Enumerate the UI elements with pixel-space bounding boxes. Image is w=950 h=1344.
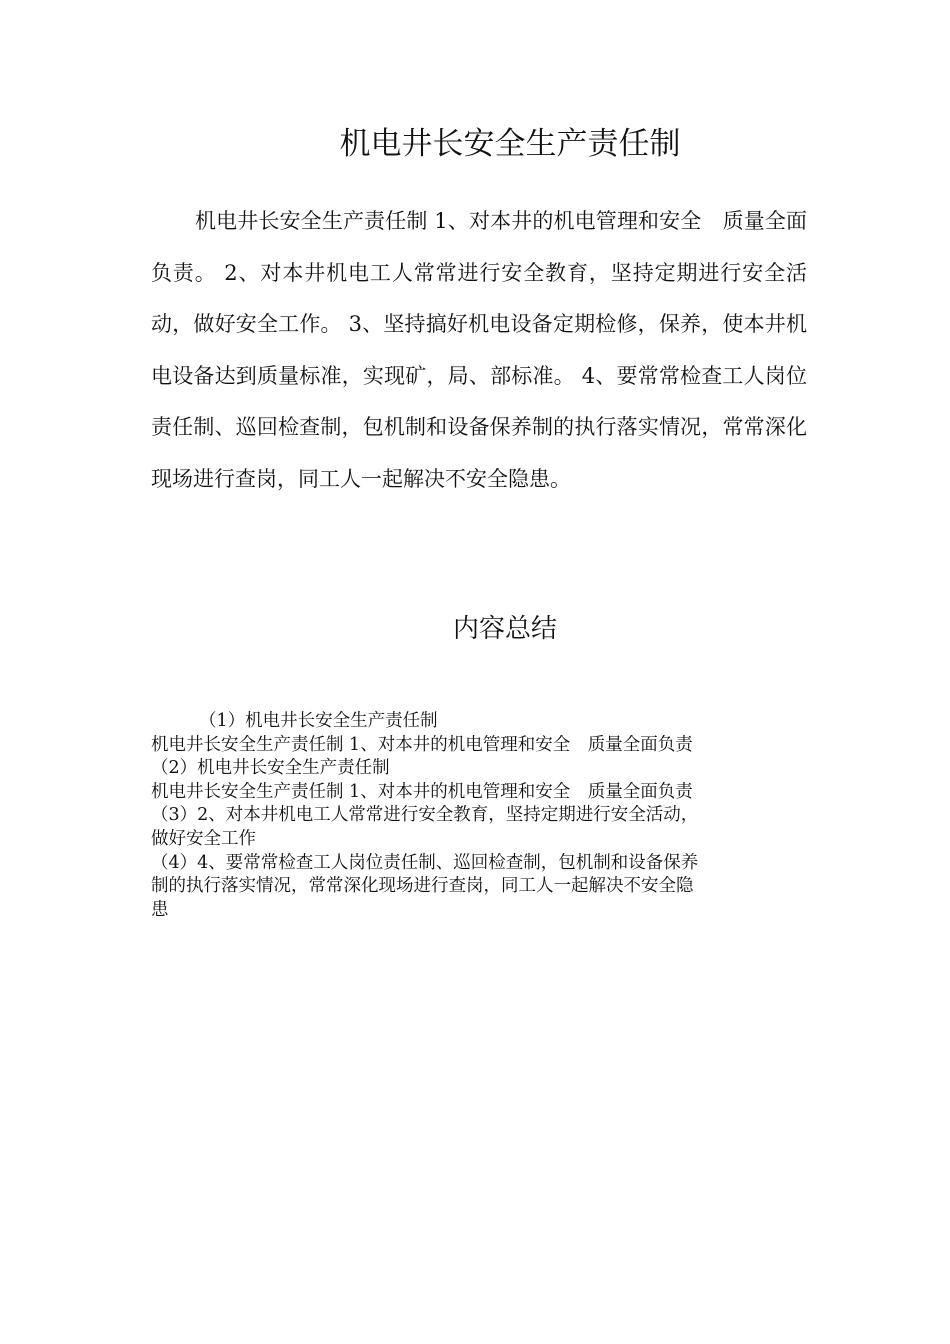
- summary-line: 机电井长安全生产责任制 1、对本井的机电管理和安全 质量全面负责: [151, 781, 693, 802]
- summary-line: 机电井长安全生产责任制 1、对本井的机电管理和安全 质量全面负责: [151, 734, 693, 755]
- summary-line: （2）机电井长安全生产责任制: [151, 758, 390, 779]
- summary-line: 做好安全工作: [151, 828, 256, 849]
- document-title: 机电井长安全生产责任制: [339, 126, 681, 162]
- summary-line: （4）4、要常常检查工人岗位责任制、巡回检查制，包机制和设备保养: [151, 852, 699, 873]
- summary-line: （1）机电井长安全生产责任制: [199, 711, 438, 731]
- summary-line: 患: [151, 899, 169, 920]
- summary-line: 制的执行落实情况，常常深化现场进行查岗，同工人一起解决不安全隐: [151, 876, 694, 897]
- summary-line: （3）2、对本井机电工人常常进行安全教育，坚持定期进行安全活动，: [151, 805, 699, 826]
- summary-block: [151, 710, 801, 922]
- body-paragraph: 机电井长安全生产责任制 1、对本井的机电管理和安全 质量全面负责。 2、对本井机电工人常常进行安全教育，坚持定期进行安全活动，做好安全工作。 3、坚持搞好机电设备定期检修，保养，使本井机电设备达到质量标准，实现矿，局、部标准。 4、要常常检查工人岗位责任制、巡回检查制，包机制和设备保养制的执行落实情况，常常深化现场进行查岗，同工人一起解决不安全隐患。: [151, 209, 807, 491]
- summary-title: 内容总结: [452, 614, 557, 644]
